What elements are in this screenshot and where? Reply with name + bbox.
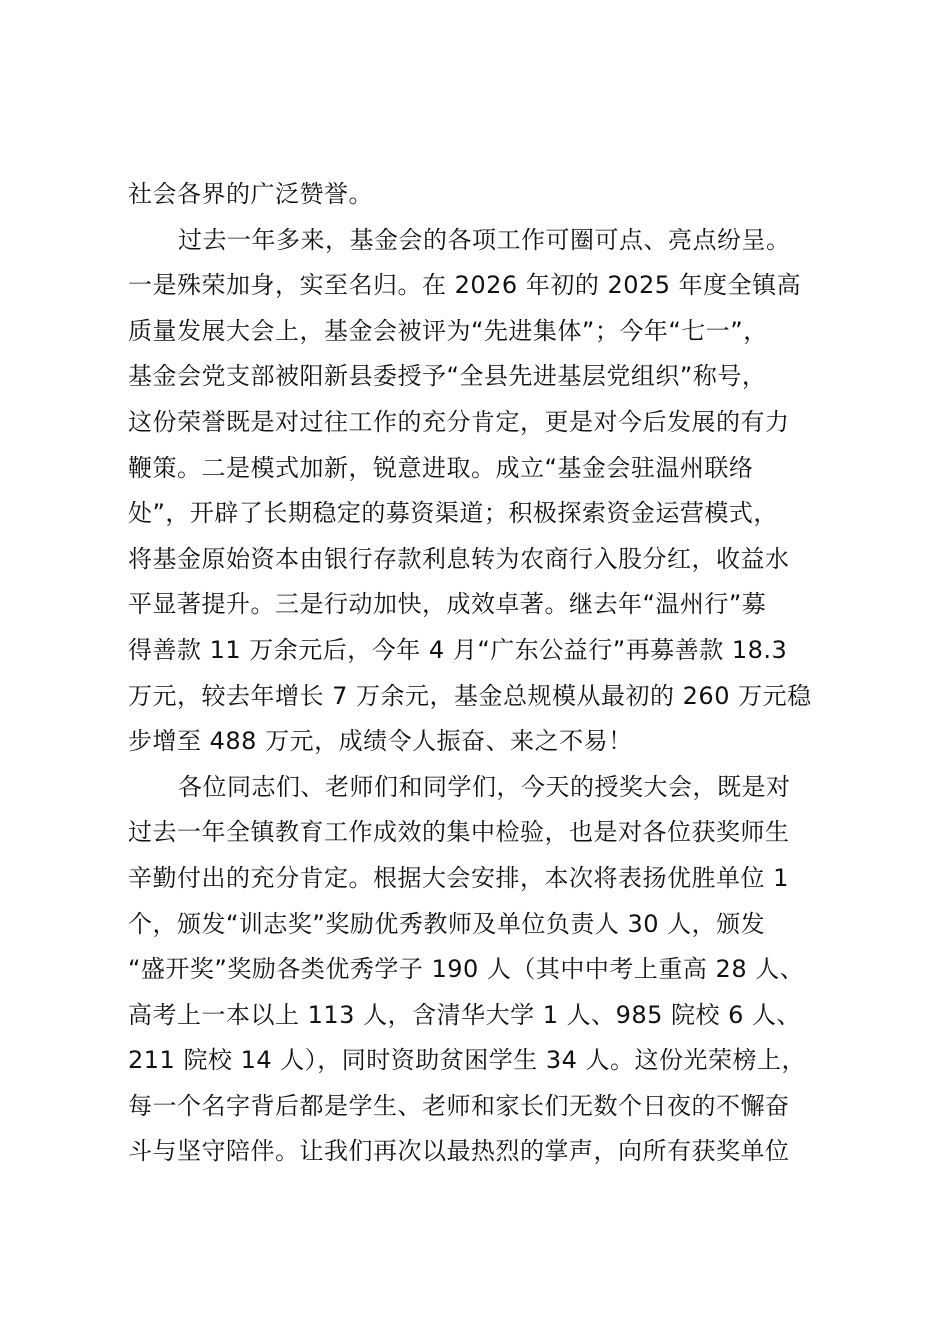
paragraph-2	[128, 218, 868, 765]
text-line: 万元，较去年增长 7 万余元，基金总规模从最初的 260 万元稳	[128, 681, 812, 710]
text-line: 质量发展大会上，基金会被评为“先进集体”；今年“七一”，	[128, 316, 768, 345]
text-line: 211 院校 14 人），同时资助贫困学生 34 人。这份光荣榜上，	[128, 1046, 807, 1075]
text-line: 处”，开辟了长期稳定的募资渠道；积极探索资金运营模式，	[128, 499, 778, 528]
paragraph-3	[128, 765, 868, 1175]
text-line: 平显著提升。三是行动加快，成效卓著。继去年“温州行”募	[128, 590, 767, 619]
text-line: 过去一年全镇教育工作成效的集中检验，也是对各位获奖师生	[128, 818, 790, 847]
text-line: 个，颁发“训志奖”奖励优秀教师及单位负责人 30 人，颁发	[128, 909, 766, 938]
document-body	[128, 172, 868, 1175]
text-line: 各位同志们、老师们和同学们，今天的授奖大会，既是对	[178, 772, 791, 801]
text-line: 基金会党支部被阳新县委授予“全县先进基层党组织”称号，	[128, 362, 767, 391]
text-line: 鞭策。二是模式加新，锐意进取。成立“基金会驻温州联络	[128, 453, 754, 482]
text-line: 每一个名字背后都是学生、老师和家长们无数个日夜的不懈奋	[128, 1091, 790, 1120]
text-line: 一是殊荣加身，实至名归。在 2026 年初的 2025 年度全镇高	[128, 271, 802, 300]
text-line: “盛开奖”奖励各类优秀学子 190 人（其中中考上重高 28 人、	[128, 955, 805, 984]
text-line: 步增至 488 万元，成绩令人振奋、来之不易！	[128, 727, 633, 756]
text-line: 社会各界的广泛赞誉。	[128, 180, 373, 208]
paragraph-1	[128, 172, 868, 218]
text-line: 将基金原始资本由银行存款利息转为农商行入股分红，收益水	[128, 544, 790, 573]
text-line: 这份荣誉既是对过往工作的充分肯定，更是对今后发展的有力	[128, 407, 790, 436]
text-line: 过去一年多来，基金会的各项工作可圈可点、亮点纷呈。	[178, 225, 791, 254]
text-line: 高考上一本以上 113 人，含清华大学 1 人、985 院校 6 人、	[128, 1000, 802, 1029]
text-line: 得善款 11 万余元后，今年 4 月“广东公益行”再募善款 18.3	[128, 635, 788, 664]
text-line: 辛勤付出的充分肯定。根据大会安排，本次将表扬优胜单位 1	[128, 863, 789, 892]
text-line: 斗与坚守陪伴。让我们再次以最热烈的掌声，向所有获奖单位	[128, 1137, 790, 1166]
